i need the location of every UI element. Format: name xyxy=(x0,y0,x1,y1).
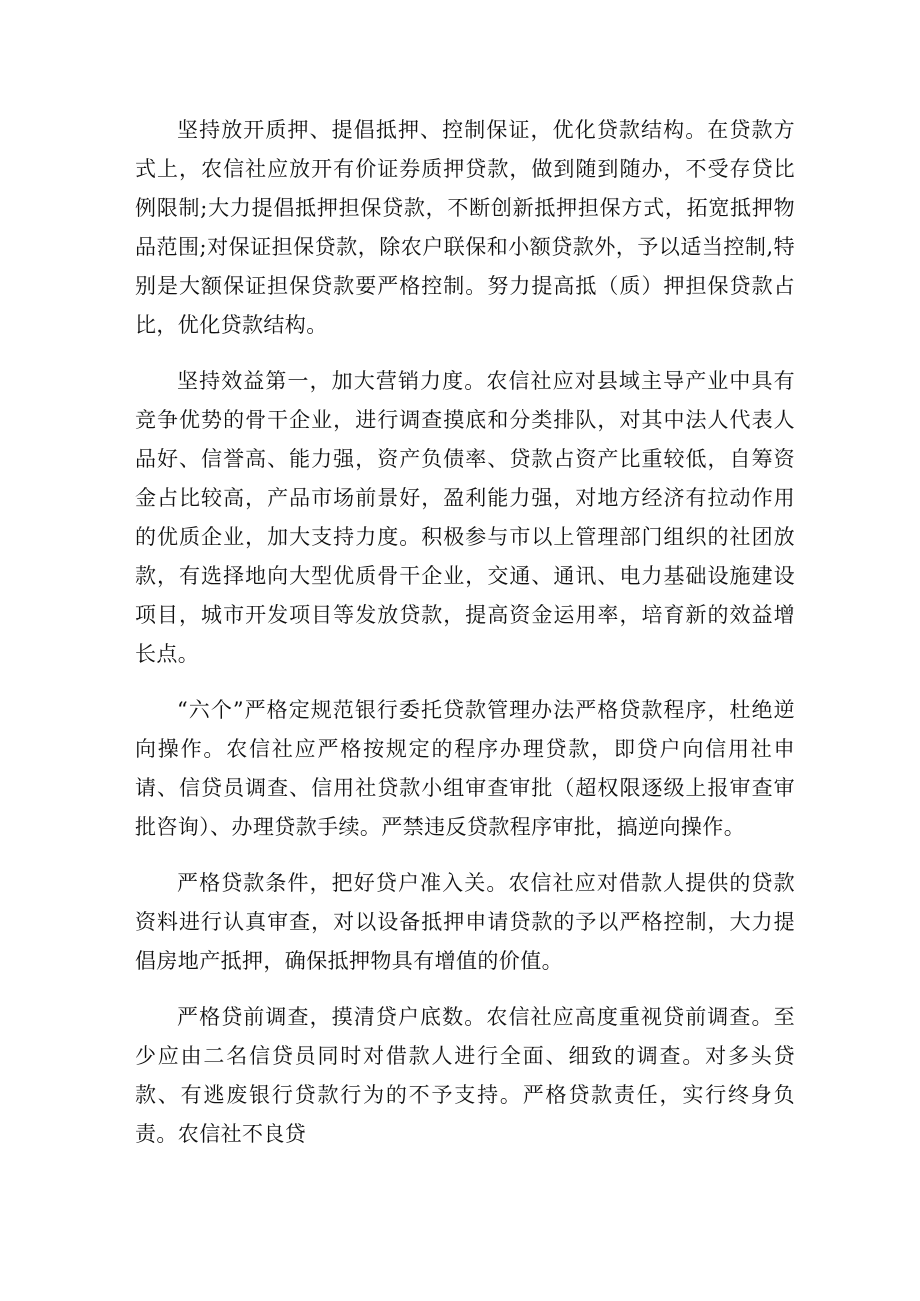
paragraph-pre-loan-investigation: 严格贷前调查，摸清贷户底数。农信社应高度重视贷前调查。至少应由二名信贷员同时对借款人进行全面、细致的调查。对多头贷款、有逃废银行贷款行为的不予支持。严格贷款责任，实行终身负责。农信社不良贷 xyxy=(135,1005,795,1146)
document-body xyxy=(135,111,795,1154)
paragraph-efficiency-marketing: 坚持效益第一，加大营销力度。农信社应对县域主导产业中具有竞争优势的骨干企业，进行调查摸底和分类排队，对其中法人代表人品好、信誉高、能力强，资产负债率、贷款占资产比重较低，自筹资金占比较高，产品市场前景好，盈利能力强，对地方经济有拉动作用的优质企业，加大支持力度。积极参与市以上管理部门组织的社团放款，有选择地向大型优质骨干企业，交通、通讯、电力基础设施建设项目，城市开发项目等发放贷款，提高资金运用率，培育新的效益增长点。 xyxy=(135,369,795,666)
paragraph-loan-conditions: 严格贷款条件，把好贷户准入关。农信社应对借款人提供的贷款资料进行认真审查，对以设备抵押申请贷款的予以严格控制，大力提倡房地产抵押，确保抵押物具有增值的价值。 xyxy=(135,871,795,973)
paragraph-collateral-structure: 坚持放开质押、提倡抵押、控制保证，优化贷款结构。在贷款方式上，农信社应放开有价证券质押贷款，做到随到随办，不受存贷比例限制;大力提倡抵押担保贷款，不断创新抵押担保方式，拓宽抵押物品范围;对保证担保贷款，除农户联保和小额贷款外，予以适当控制,特别是大额保证担保贷款要严格控制。努力提高抵（质）押担保贷款占比，优化贷款结构。 xyxy=(135,118,795,337)
paragraph-loan-procedure: “六个”严格定规范银行委托贷款管理办法严格贷款程序，杜绝逆向操作。农信社应严格按规定的程序办理贷款，即贷户向信用社申请、信贷员调查、信用社贷款小组审查审批（超权限逐级上报审查审批咨询）、办理贷款手续。严禁违反贷款程序审批，搞逆向操作。 xyxy=(135,698,795,839)
